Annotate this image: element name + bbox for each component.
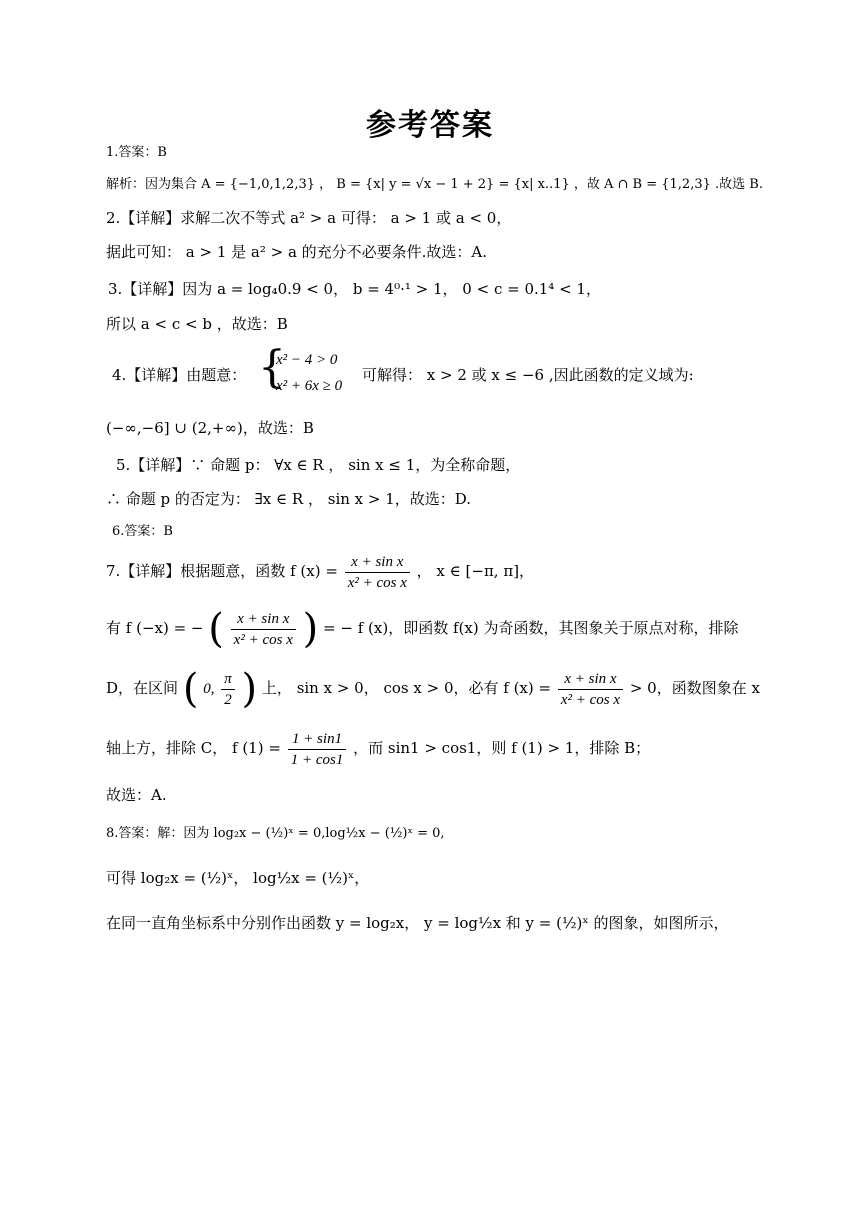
q7-fraction-denominator: x² + cos x <box>233 631 293 648</box>
q7-pi-over-2 <box>221 670 235 709</box>
q7-fraction-neg <box>231 610 296 649</box>
q7-line4-prefix: 轴上方，排除 C， f (1) = <box>106 739 281 757</box>
q7-fraction-denominator: x² + cos x <box>347 574 407 591</box>
q8-line3: 在同一直角坐标系中分别作出函数 y = log₂x， y = log½x 和 y = (½)ˣ 的图象，如图所示， <box>106 914 729 932</box>
q3-line1: 3.【详解】因为 a = log₄0.9 < 0， b = 4⁰·¹ > 1， 0 < c = 0.1⁴ < 1， <box>108 280 601 298</box>
q7-fraction-numerator: x + sin x <box>558 670 623 690</box>
q7-f1-denominator: 1 + cos1 <box>290 751 344 768</box>
q5-line1: 5.【详解】∵ 命题 p： ∀x ∈ R ， sin x ≤ 1，为全称命题， <box>116 456 521 474</box>
q7-line1-prefix: 7.【详解】根据题意，函数 f (x) = <box>106 562 338 580</box>
q7-line3-prefix: D，在区间 <box>106 679 179 697</box>
q5-line2: ∴ 命题 p 的否定为： ∃x ∈ R ， sin x > 1，故选：D. <box>106 490 472 508</box>
q7-line4-suffix: ，而 sin1 > cos1，则 f (1) > 1，排除 B； <box>353 739 651 757</box>
q4-line2: (−∞,−6] ∪ (2,+∞)，故选：B <box>106 419 314 437</box>
q7-line3-suffix: > 0，函数图象在 x <box>629 679 760 697</box>
q8-line2: 可得 log₂x = (½)ˣ， log½x = (½)ˣ， <box>106 869 370 887</box>
q2-line1: 2.【详解】求解二次不等式 a² > a 可得： a > 1 或 a < 0， <box>106 209 512 227</box>
q7-fraction-fx <box>345 553 410 592</box>
q6-answer: 6.答案：B <box>112 524 173 539</box>
q1-answer: 1.答案：B <box>106 145 167 160</box>
q7-interval-left: 0, <box>203 681 215 697</box>
q7-line1-suffix: ， x ∈ [−π, π]， <box>416 562 535 580</box>
q7-fraction-f1 <box>288 730 347 769</box>
left-paren-icon: ( <box>182 666 199 712</box>
q7-fraction-numerator: x + sin x <box>345 553 410 573</box>
q4-system-line1: x² − 4 > 0 <box>276 352 338 368</box>
q7-line3 <box>106 666 760 711</box>
q4-suffix: 可解得： x > 2 或 x ≤ −6 ,因此函数的定义域为: <box>362 366 694 384</box>
q2-line2: 据此可知： a > 1 是 a² > a 的充分不必要条件.故选：A. <box>106 243 488 261</box>
q4-system-line2: x² + 6x ≥ 0 <box>276 378 343 394</box>
q7-fraction-numerator: x + sin x <box>231 610 296 630</box>
q1-analysis: 解析：因为集合 A = {−1,0,1,2,3} ， B = {x| y = √x − 1 + 2} = {x| x..1} ，故 A ∩ B = {1,2,3} .故选 B. <box>106 177 763 192</box>
q3-line2: 所以 a < c < b ，故选：B <box>106 315 288 333</box>
q4-prefix: 4.【详解】由题意： <box>112 366 247 384</box>
q8-line1: 8.答案：解：因为 log₂x − (½)ˣ = 0,log½x − (½)ˣ = 0, <box>106 826 445 841</box>
right-paren-icon: ) <box>241 666 258 712</box>
q7-line3-mid: 上， sin x > 0， cos x > 0，必有 f (x) = <box>261 679 552 697</box>
q7-line1 <box>106 549 534 593</box>
q7-fraction-denominator: x² + cos x <box>560 691 621 708</box>
q7-line4 <box>106 726 650 770</box>
q4-brace: { <box>258 342 286 393</box>
q7-line5: 故选：A. <box>106 786 167 804</box>
q7-pi-numerator: π <box>221 670 235 690</box>
q7-f1-numerator: 1 + sin1 <box>288 730 347 750</box>
q7-fraction-positive <box>558 670 623 709</box>
q7-pi-denominator: 2 <box>224 691 232 708</box>
page-title: 参考答案 <box>366 108 494 143</box>
q7-line2-suffix: = − f (x)，即函数 f(x) 为奇函数，其图象关于原点对称，排除 <box>323 619 739 637</box>
q7-line2-prefix: 有 f (−x) = − <box>106 619 204 637</box>
right-paren-icon: ) <box>302 606 319 652</box>
left-paren-icon: ( <box>208 606 224 652</box>
q7-line2 <box>106 606 738 650</box>
